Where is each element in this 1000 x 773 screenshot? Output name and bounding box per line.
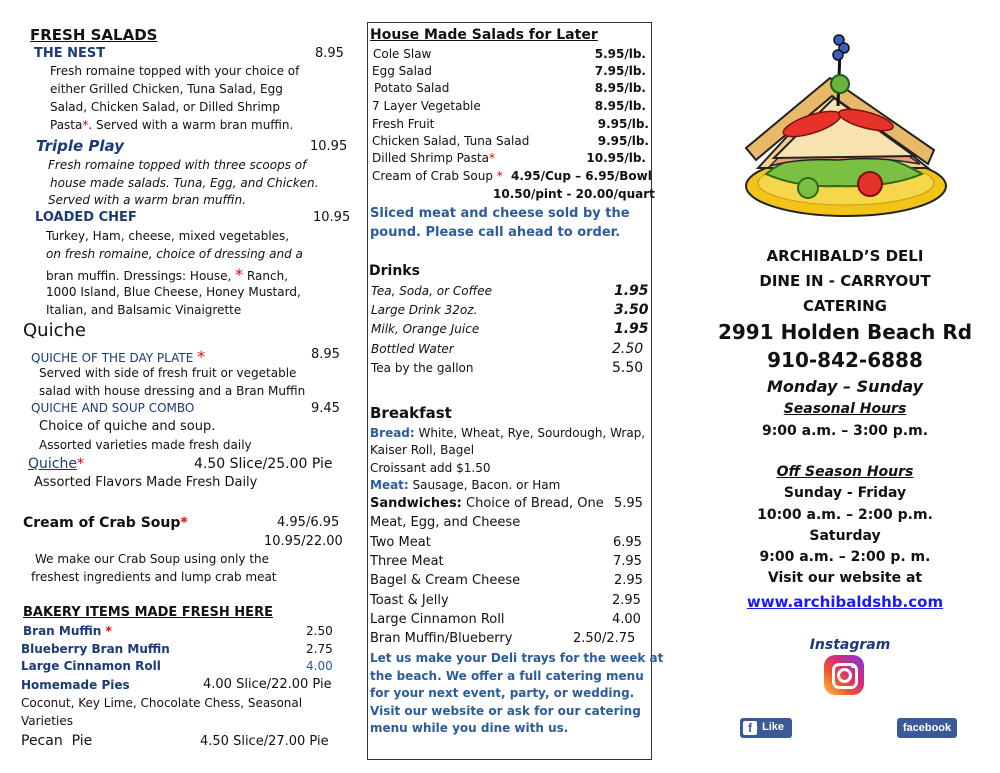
fresh-salads-heading: FRESH SALADS (30, 26, 158, 44)
facebook-like-button[interactable] (740, 718, 792, 738)
triple-price: 10.95 (310, 139, 348, 154)
nest-name: THE NEST (34, 46, 106, 61)
seasonal-hours: 9:00 a.m. – 3:00 p.m. (761, 423, 929, 439)
drink-price: 3.50 (614, 302, 649, 318)
breakfast-price: 6.95 (613, 535, 642, 550)
off-season-hours: 10:00 a.m. – 2:00 p.m. (757, 507, 933, 523)
quiche-slice-label: Quiche (28, 456, 77, 472)
salad-price: 9.95/lb. (597, 117, 649, 131)
sandwiches-line-2: Meat, Egg, and Cheese (370, 515, 521, 530)
nest-desc-4 (50, 118, 293, 132)
sandwiches-price: 5.95 (614, 496, 643, 511)
bakery-item-bran (23, 624, 112, 638)
nest-desc-tail: . Served with a warm bran muffin. (88, 118, 294, 132)
pies-desc-2: Varieties (21, 714, 73, 728)
days: Monday – Sunday (766, 377, 924, 396)
breakfast-price: 2.95 (614, 573, 643, 588)
breakfast-item: Two Meat (370, 535, 431, 550)
quiche-slice-desc: Assorted Flavors Made Fresh Daily (34, 475, 258, 490)
bakery-item-price: 4.00 (306, 659, 333, 673)
sliced-note-1: Sliced meat and cheese sold by the (370, 206, 630, 221)
trays-note-4: Visit our website or ask for our catering (370, 704, 641, 718)
drink-item: Milk, Orange Juice (371, 322, 480, 336)
salad-item: Egg Salad (372, 64, 432, 78)
pecan-name: Pecan Pie (21, 733, 93, 749)
sandwiches-line (370, 496, 604, 511)
chef-ranch: Ranch, (246, 269, 289, 283)
triple-desc-2: house made salads. Tuna, Egg, and Chicken. (50, 176, 319, 190)
bakery-item-blueberry: Blueberry Bran Muffin (21, 642, 170, 656)
crab-soup-price-2: 10.95/22.00 (264, 534, 343, 549)
crab-cup-price-2: 10.50/pint - 20.00/quart (493, 187, 655, 201)
bakery-heading: BAKERY ITEMS MADE FRESH HERE (23, 605, 273, 620)
address: 2991 Holden Beach Rd (717, 320, 973, 344)
off-season-days: Sunday - Friday (783, 485, 907, 501)
salad-price: 7.95/lb. (594, 64, 646, 78)
pecan-price: 4.50 Slice/27.00 Pie (200, 734, 329, 749)
drink-price: 1.95 (614, 321, 649, 337)
visit-website: Visit our website at (767, 570, 923, 586)
bakery-item-cinnamon: Large Cinnamon Roll (21, 659, 161, 673)
triple-desc-3: Served with a warm bran muffin. (48, 193, 246, 207)
salad-price: 9.95/lb. (597, 134, 649, 148)
sandwiches-label: Sandwiches: (370, 496, 462, 511)
drink-item: Tea, Soda, or Coffee (371, 284, 493, 298)
bread-line-1 (370, 426, 645, 440)
breakfast-price: 2.95 (612, 593, 641, 608)
chef-name: LOADED CHEF (35, 210, 137, 225)
salad-item: Cole Slaw (373, 47, 432, 61)
breakfast-price: 7.95 (613, 554, 642, 569)
instagram-dot (851, 664, 855, 668)
bakery-item-label: Bran Muffin (23, 624, 102, 638)
crab-cup-price-1: 4.95/Cup – 6.95/Bowl (511, 169, 652, 183)
salad-price: 10.95/lb. (586, 151, 646, 165)
breakfast-item: Three Meat (370, 554, 444, 569)
quiche-slice-price: 4.50 Slice/25.00 Pie (194, 456, 333, 472)
chef-desc-4: 1000 Island, Blue Cheese, Honey Mustard, (46, 285, 301, 299)
breakfast-heading: Breakfast (370, 404, 452, 422)
nest-desc-pasta: Pasta (50, 118, 83, 132)
crab-soup-label: Cream of Crab Soup (23, 515, 181, 531)
star: * (235, 265, 244, 284)
drink-price: 5.50 (612, 360, 644, 376)
trays-note-5: menu while you dine with us. (370, 721, 569, 735)
breakfast-item: Large Cinnamon Roll (370, 612, 505, 627)
bakery-item-price: 2.75 (306, 642, 333, 656)
breakfast-price: 4.00 (612, 612, 641, 627)
deli-name: ARCHIBALD’S DELI (766, 247, 924, 265)
service-line: DINE IN - CARRYOUT (759, 272, 931, 290)
quiche-plate-desc-1: Served with side of fresh fruit or vegetable (39, 366, 297, 380)
drink-item: Bottled Water (371, 342, 454, 356)
trays-note-1: Let us make your Deli trays for the week at (370, 651, 664, 665)
nest-price: 8.95 (315, 46, 344, 61)
bakery-item-price: 2.50 (306, 624, 333, 638)
pies-price: 4.00 Slice/22.00 Pie (203, 677, 332, 692)
meat-label: Meat: (370, 478, 409, 492)
croissant-line: Croissant add $1.50 (370, 461, 491, 475)
salad-price: 8.95/lb. (594, 81, 646, 95)
quiche-heading: Quiche (23, 320, 86, 341)
star: * (180, 515, 188, 531)
breakfast-item: Toast & Jelly (370, 593, 449, 608)
saturday: Saturday (809, 528, 881, 544)
salad-item: Chicken Salad, Tuna Salad (372, 134, 530, 148)
facebook-f-icon: f (743, 721, 757, 735)
chef-desc-2: on fresh romaine, choice of dressing and a (46, 247, 303, 261)
meat-line (370, 478, 560, 492)
sandwich-illustration (738, 28, 948, 220)
quiche-plate-desc-2: salad with house dressing and a Bran Muffin (39, 384, 306, 398)
off-season-heading: Off Season Hours (776, 464, 914, 480)
star: * (489, 151, 496, 165)
facebook-button[interactable]: facebook (897, 718, 957, 738)
star: * (76, 456, 84, 472)
chef-desc-3 (46, 265, 288, 284)
chef-desc-1: Turkey, Ham, cheese, mixed vegetables, (46, 229, 290, 243)
drink-item: Tea by the gallon (371, 361, 474, 375)
instagram-label: Instagram (809, 637, 891, 653)
sandwiches-desc: Choice of Bread, One (461, 496, 604, 511)
quiche-combo-price: 9.45 (311, 401, 340, 416)
salad-item-label: Dilled Shrimp Pasta (372, 151, 490, 165)
salad-item: 7 Layer Vegetable (372, 99, 481, 113)
quiche-plate-label: QUICHE OF THE DAY PLATE (31, 351, 194, 365)
nest-desc-1: Fresh romaine topped with your choice of (50, 64, 300, 78)
meat-options: Sausage, Bacon. or Ham (408, 478, 561, 492)
salad-price: 8.95/lb. (594, 99, 646, 113)
nest-desc-3: Salad, Chicken Salad, or Dilled Shrimp (50, 100, 280, 114)
salad-item: Potato Salad (374, 81, 450, 95)
quiche-slice-name (28, 456, 84, 472)
drinks-heading: Drinks (369, 263, 420, 279)
star: * (197, 347, 206, 366)
bread-line-2: Kaiser Roll, Bagel (370, 443, 475, 457)
middle-panel (367, 22, 652, 760)
crab-cup-item (372, 169, 503, 183)
bread-options: White, Wheat, Rye, Sourdough, Wrap, (414, 426, 646, 440)
instagram-icon[interactable] (824, 655, 864, 695)
triple-desc-1: Fresh romaine topped with three scoops of (48, 158, 307, 172)
quiche-plate-name (31, 347, 205, 366)
bread-label: Bread: (370, 426, 415, 440)
house-salads-heading: House Made Salads for Later (370, 27, 598, 43)
crab-cup-label: Cream of Crab Soup (372, 169, 493, 183)
website-link[interactable]: www.archibaldshb.com (746, 593, 944, 611)
salad-item: Fresh Fruit (372, 117, 435, 131)
trays-note-3: for your next event, party, or wedding. (370, 686, 635, 700)
sliced-note-2: pound. Please call ahead to order. (370, 225, 621, 240)
drink-price: 2.50 (612, 341, 644, 357)
star: * (105, 624, 112, 638)
quiche-combo-name: QUICHE AND SOUP COMBO (31, 401, 195, 415)
quiche-combo-desc-2: Assorted varieties made fresh daily (39, 438, 252, 452)
star: * (82, 118, 89, 132)
chef-desc-5: Italian, and Balsamic Vinaigrette (46, 303, 242, 317)
saturday-hours: 9:00 a.m. – 2:00 p. m. (759, 549, 931, 565)
salad-item (372, 151, 495, 165)
triple-name: Triple Play (36, 137, 124, 155)
instagram-lens (837, 668, 852, 683)
crab-soup-desc-1: We make our Crab Soup using only the (35, 552, 270, 566)
breakfast-price: 2.50/2.75 (573, 631, 636, 646)
drink-item: Large Drink 32oz. (371, 303, 478, 317)
quiche-combo-desc-1: Choice of quiche and soup. (39, 419, 216, 434)
salad-price: 5.95/lb. (594, 47, 646, 61)
breakfast-item: Bagel & Cream Cheese (370, 573, 521, 588)
quiche-plate-price: 8.95 (311, 347, 340, 362)
drink-price: 1.95 (614, 283, 649, 299)
phone: 910-842-6888 (767, 348, 923, 372)
chef-price: 10.95 (313, 210, 351, 225)
trays-note-2: the beach. We offer a full catering menu (370, 669, 644, 683)
breakfast-item: Bran Muffin/Blueberry (370, 631, 513, 646)
crab-soup-desc-2: freshest ingredients and lump crab meat (31, 570, 277, 584)
like-label: Like (762, 721, 785, 733)
catering-line: CATERING (803, 297, 887, 315)
star: * (496, 169, 503, 183)
crab-soup-name (23, 515, 188, 531)
seasonal-heading: Seasonal Hours (783, 401, 907, 417)
nest-desc-2: either Grilled Chicken, Tuna Salad, Egg (50, 82, 283, 96)
pies-name: Homemade Pies (21, 678, 130, 692)
pies-desc-1: Coconut, Key Lime, Chocolate Chess, Seasonal (21, 696, 303, 710)
crab-soup-price-1: 4.95/6.95 (277, 515, 340, 530)
chef-dressings: bran muffin. Dressings: House, (46, 269, 236, 283)
